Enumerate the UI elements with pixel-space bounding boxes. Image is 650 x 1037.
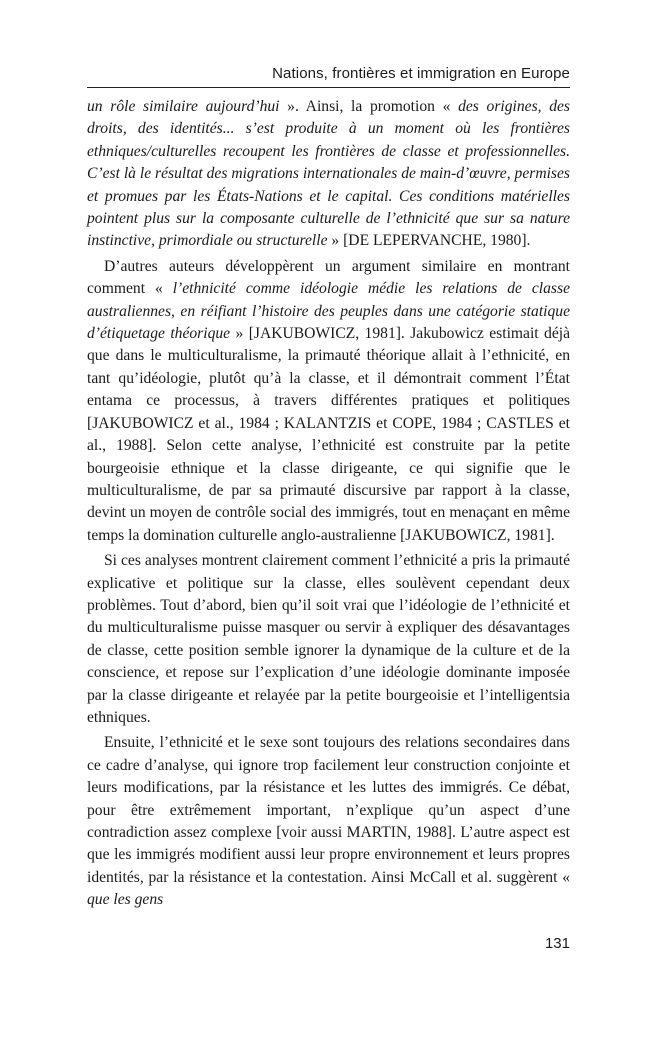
paragraph-1-segment-3: des origines, des droits, des identités... s’est produite à un moment où les frontières ethniques/culturelles recoupent les frontières de classe et professionnelles. C’est là le résultat des migrations internationales de main-d’œuvre, permises et promues par les États-Nations et le capital. Ces conditions matérielles pointent plus sur la composante culturelle de l’ethnicité que sur sa nature instinctive, primordiale ou structurelle xyxy=(87,98,571,250)
body-text xyxy=(87,96,570,912)
paragraph-4-segment-2: que les gens xyxy=(87,891,164,909)
paragraph-1-segment-2: ». Ainsi, la promotion « xyxy=(279,98,459,115)
running-header: Nations, frontières et immigration en Europe xyxy=(272,65,570,82)
paragraph-4-segment-1: Ensuite, l’ethnicité et le sexe sont toujours des relations secondaires dans ce cadre d’analyse, qui ignore trop facilement leur construction conjointe et leurs modifications, par la résistance et les luttes des immigrés. Ce débat, pour être extrêmement important, n’explique qu’un aspect d’une contradiction assez complexe [voir aussi MARTIN, 1988]. L’autre aspect est que les immigrés modifient aussi leur propre environnement et leurs propres identités, par la résistance et la contestation. Ainsi McCall et al. suggèrent « xyxy=(87,734,570,886)
paragraph-1 xyxy=(87,96,570,253)
header-rule xyxy=(87,87,570,88)
paragraph-3 xyxy=(87,550,570,729)
paragraph-2-segment-1: D’autres auteurs développèrent un argument similaire en montrant comment « xyxy=(87,257,570,298)
paragraph-1-segment-4: » [DE LEPERVANCHE, 1980]. xyxy=(327,232,531,250)
paragraph-1-segment-1: un rôle similaire aujourd’hui xyxy=(87,98,280,115)
paragraph-2-segment-3: » [JAKUBOWICZ, 1981]. Jakubowicz estimait déjà que dans le multiculturalisme, la primauté théorique allait à l’ethnicité, en tant qu’idéologie, plutôt qu’à la classe, et il démontrait comment l’État entama ce processus, à travers différentes pratiques et politiques [JAKUBOWICZ et al., 1984 ; KALANTZIS et COPE, 1984 ; CASTLES et al., 1988]. Selon cette analyse, l’ethnicité est construite par la petite bourgeoisie ethnique et la classe dirigeante, ce qui signifie que le multiculturalisme, de par sa primauté discursive par rapport à la classe, devint un moyen de contrôle social des immigrés, tout en menaçant en même temps la domination culturelle anglo-australienne [JAKUBOWICZ, 1981]. xyxy=(87,325,570,544)
paragraph-2 xyxy=(87,256,570,547)
paragraph-4 xyxy=(87,732,570,911)
page-number: 131 xyxy=(544,935,570,952)
book-page xyxy=(87,64,570,912)
paragraph-3-segment-1: Si ces analyses montrent clairement comment l’ethnicité a pris la primauté explicative et politique sur la classe, elles soulèvent cependant deux problèmes. Tout d’abord, bien qu’il soit vrai que l’idéologie de l’ethnicité et du multiculturalisme puisse masquer ou servir à expliquer des désavantages de classe, cette position semble ignorer la dynamique de la culture et de la conscience, et repose sur l’explication d’une idéologie dominante imposée par la classe dirigeante et relayée par la petite bourgeoisie et l’intelligentsia ethniques. xyxy=(87,552,570,726)
paragraph-2-segment-2: l’ethnicité comme idéologie médie les relations de classe australiennes, en réifiant l’histoire des peuples dans une catégorie statique d’étiquetage théorique xyxy=(87,280,570,343)
